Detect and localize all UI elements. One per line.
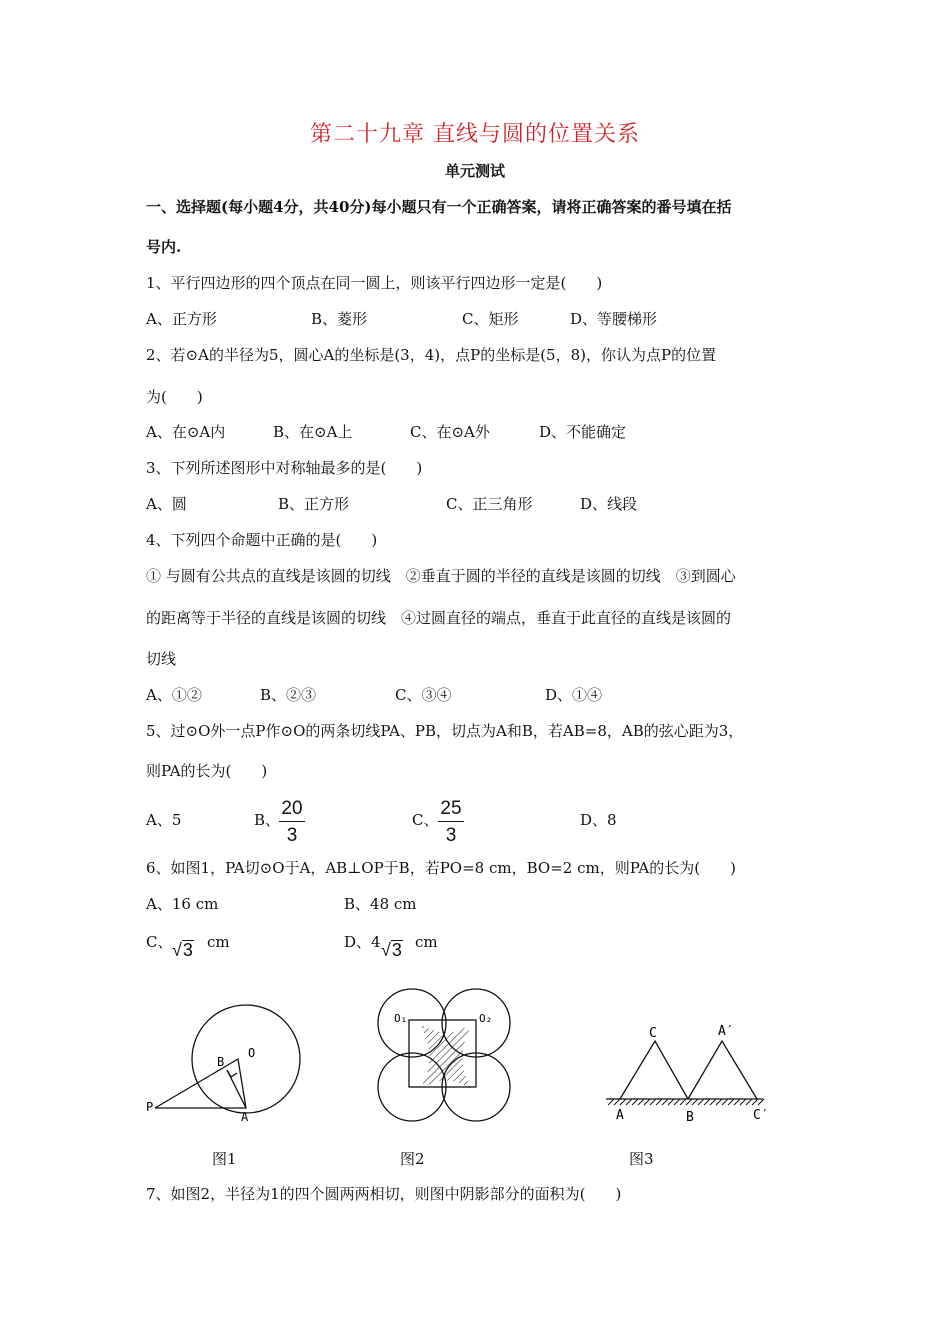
fig3-hatch-stroke bbox=[674, 1099, 680, 1105]
q2-stem-line2: 为( ) bbox=[146, 388, 203, 406]
q1-option-c: C、矩形 bbox=[462, 310, 519, 328]
q6-option-d-sqrt: √3 bbox=[381, 940, 402, 960]
q4-option-d: D、①④ bbox=[545, 686, 603, 704]
q3-option-b: B、正方形 bbox=[278, 495, 350, 513]
fig2-label-O2: O₂ bbox=[479, 1012, 493, 1025]
q5-option-b-numerator: 20 bbox=[281, 798, 303, 819]
q1-stem: 1、平行四边形的四个顶点在同一圆上，则该平行四边形一定是( ) bbox=[146, 274, 603, 292]
fig3-hatch-stroke bbox=[608, 1099, 614, 1105]
fig1-right-angle-mark bbox=[227, 1070, 237, 1077]
q2-option-b: B、在⊙A上 bbox=[273, 423, 353, 441]
fig3-hatch-stroke bbox=[728, 1099, 734, 1105]
q1-option-a: A、正方形 bbox=[146, 310, 217, 328]
q6-option-d-radicand: 3 bbox=[391, 940, 402, 960]
fig3-hatch-stroke bbox=[722, 1099, 728, 1105]
q6-option-d-unit: cm bbox=[415, 933, 438, 951]
fig3-hatch-stroke bbox=[632, 1099, 638, 1105]
fig2-circle-top-left bbox=[378, 989, 446, 1057]
q5-option-c-numerator: 25 bbox=[440, 798, 462, 819]
q7-stem: 7、如图2，半径为1的四个圆两两相切，则图中阴影部分的面积为( ) bbox=[146, 1185, 622, 1203]
q3-option-d: D、线段 bbox=[580, 495, 638, 513]
fig3-hatch-stroke bbox=[656, 1099, 662, 1105]
q4-option-b: B、②③ bbox=[260, 686, 317, 704]
fig3-ground-hatching bbox=[608, 1099, 764, 1105]
fig3-hatch-stroke bbox=[752, 1099, 758, 1105]
section-instruction-line1: 一、选择题(每小题4分，共40分)每小题只有一个正确答案，请将正确答案的番号填在括 bbox=[146, 198, 732, 216]
q6-option-a: A、16 cm bbox=[146, 895, 219, 913]
fig3-hatch-stroke bbox=[710, 1099, 716, 1105]
fig3-label-B: B bbox=[686, 1110, 694, 1125]
fig3-hatch-stroke bbox=[668, 1099, 674, 1105]
fig3-hatch-stroke bbox=[662, 1099, 668, 1105]
section-instruction-line2: 号内. bbox=[146, 238, 182, 256]
q2-option-d: D、不能确定 bbox=[539, 423, 627, 441]
q6-option-b: B、48 cm bbox=[344, 895, 417, 913]
fig3-hatch-stroke bbox=[620, 1099, 626, 1105]
q5-option-b-label: B、 bbox=[254, 811, 281, 829]
fig3-triangle-BA-prime-C-prime bbox=[688, 1041, 757, 1099]
fig1-circle bbox=[192, 1005, 300, 1113]
q6-option-c-label: C、 bbox=[146, 933, 173, 951]
q5-option-c-label: C、 bbox=[412, 811, 439, 829]
q4-statements-line3: 切线 bbox=[146, 650, 177, 668]
q2-option-c: C、在⊙A外 bbox=[410, 423, 490, 441]
q5-option-a: A、5 bbox=[146, 811, 182, 829]
fig3-hatch-stroke bbox=[686, 1099, 692, 1105]
fig2-label-O1: O₁ bbox=[394, 1012, 408, 1025]
q6-option-d-label: D、4 bbox=[344, 933, 381, 951]
fig3-label-A-prime: A′ bbox=[718, 1024, 734, 1039]
q6-option-c-sqrt: √3 bbox=[172, 940, 193, 960]
q1-option-b: B、菱形 bbox=[311, 310, 368, 328]
page-title: 第二十九章 直线与圆的位置关系 bbox=[310, 122, 640, 147]
fig1-label-A: A bbox=[241, 1110, 249, 1124]
fig1-label-B: B bbox=[217, 1055, 225, 1069]
q4-option-c: C、③④ bbox=[395, 686, 452, 704]
fig3-triangle-ABC bbox=[620, 1041, 688, 1099]
fig3-hatch-stroke bbox=[692, 1099, 698, 1105]
q2-option-a: A、在⊙A内 bbox=[146, 423, 226, 441]
fig3-hatch-stroke bbox=[680, 1099, 686, 1105]
q5-option-b-denominator: 3 bbox=[286, 825, 298, 846]
q1-option-d: D、等腰梯形 bbox=[570, 310, 658, 328]
q5-stem-line1: 5、过⊙O外一点P作⊙O的两条切线PA、PB，切点为A和B，若AB=8，AB的弦心距为3， bbox=[146, 722, 744, 740]
fig3-hatch-stroke bbox=[746, 1099, 752, 1105]
fig3-hatch-stroke bbox=[626, 1099, 632, 1105]
fig3-label-C: C bbox=[649, 1026, 657, 1041]
fig1-label-P: P bbox=[146, 1100, 154, 1114]
figure-1-caption: 图1 bbox=[212, 1150, 237, 1168]
page-subtitle: 单元测试 bbox=[444, 162, 505, 180]
fig3-hatch-stroke bbox=[638, 1099, 644, 1105]
q4-statements-line1: ① 与圆有公共点的直线是该圆的切线 ②垂直于圆的半径的直线是该圆的切线 ③到圆心 bbox=[146, 567, 736, 585]
fig1-label-O: O bbox=[248, 1046, 256, 1060]
q5-option-d: D、8 bbox=[580, 811, 617, 829]
figure-2-caption: 图2 bbox=[400, 1150, 425, 1168]
fig3-hatch-stroke bbox=[758, 1099, 764, 1105]
q3-stem: 3、下列所述图形中对称轴最多的是( ) bbox=[146, 459, 423, 477]
fig3-label-C-prime: C′ bbox=[753, 1108, 769, 1123]
q3-option-c: C、正三角形 bbox=[446, 495, 533, 513]
fig1-triangle bbox=[155, 1059, 246, 1108]
fig3-hatch-stroke bbox=[698, 1099, 704, 1105]
fig3-hatch-stroke bbox=[704, 1099, 710, 1105]
fig3-hatch-stroke bbox=[644, 1099, 650, 1105]
fig3-hatch-stroke bbox=[734, 1099, 740, 1105]
q6-option-c-unit: cm bbox=[207, 933, 230, 951]
figure-3-caption: 图3 bbox=[629, 1150, 654, 1168]
fig3-label-A: A bbox=[616, 1108, 624, 1123]
fig3-hatch-stroke bbox=[650, 1099, 656, 1105]
q5-stem-line2: 则PA的长为( ) bbox=[146, 762, 268, 780]
q4-option-a: A、①② bbox=[146, 686, 202, 704]
q6-option-c-radicand: 3 bbox=[182, 940, 193, 960]
q5-option-c-denominator: 3 bbox=[445, 825, 457, 846]
q2-stem-line1: 2、若⊙A的半径为5，圆心A的坐标是(3，4)，点P的坐标是(5，8)，你认为点P的位置 bbox=[146, 346, 717, 364]
fig3-hatch-stroke bbox=[740, 1099, 746, 1105]
q3-option-a: A、圆 bbox=[146, 495, 187, 513]
q4-stem: 4、下列四个命题中正确的是( ) bbox=[146, 531, 378, 549]
fig3-hatch-stroke bbox=[716, 1099, 722, 1105]
q6-stem: 6、如图1，PA切⊙O于A，AB⊥OP于B，若PO=8 cm，BO=2 cm，则PA的长为( ) bbox=[146, 859, 736, 877]
q4-statements-line2: 的距离等于半径的直线是该圆的切线 ④过圆直径的端点，垂直于此直径的直线是该圆的 bbox=[146, 609, 732, 627]
fig3-hatch-stroke bbox=[614, 1099, 620, 1105]
